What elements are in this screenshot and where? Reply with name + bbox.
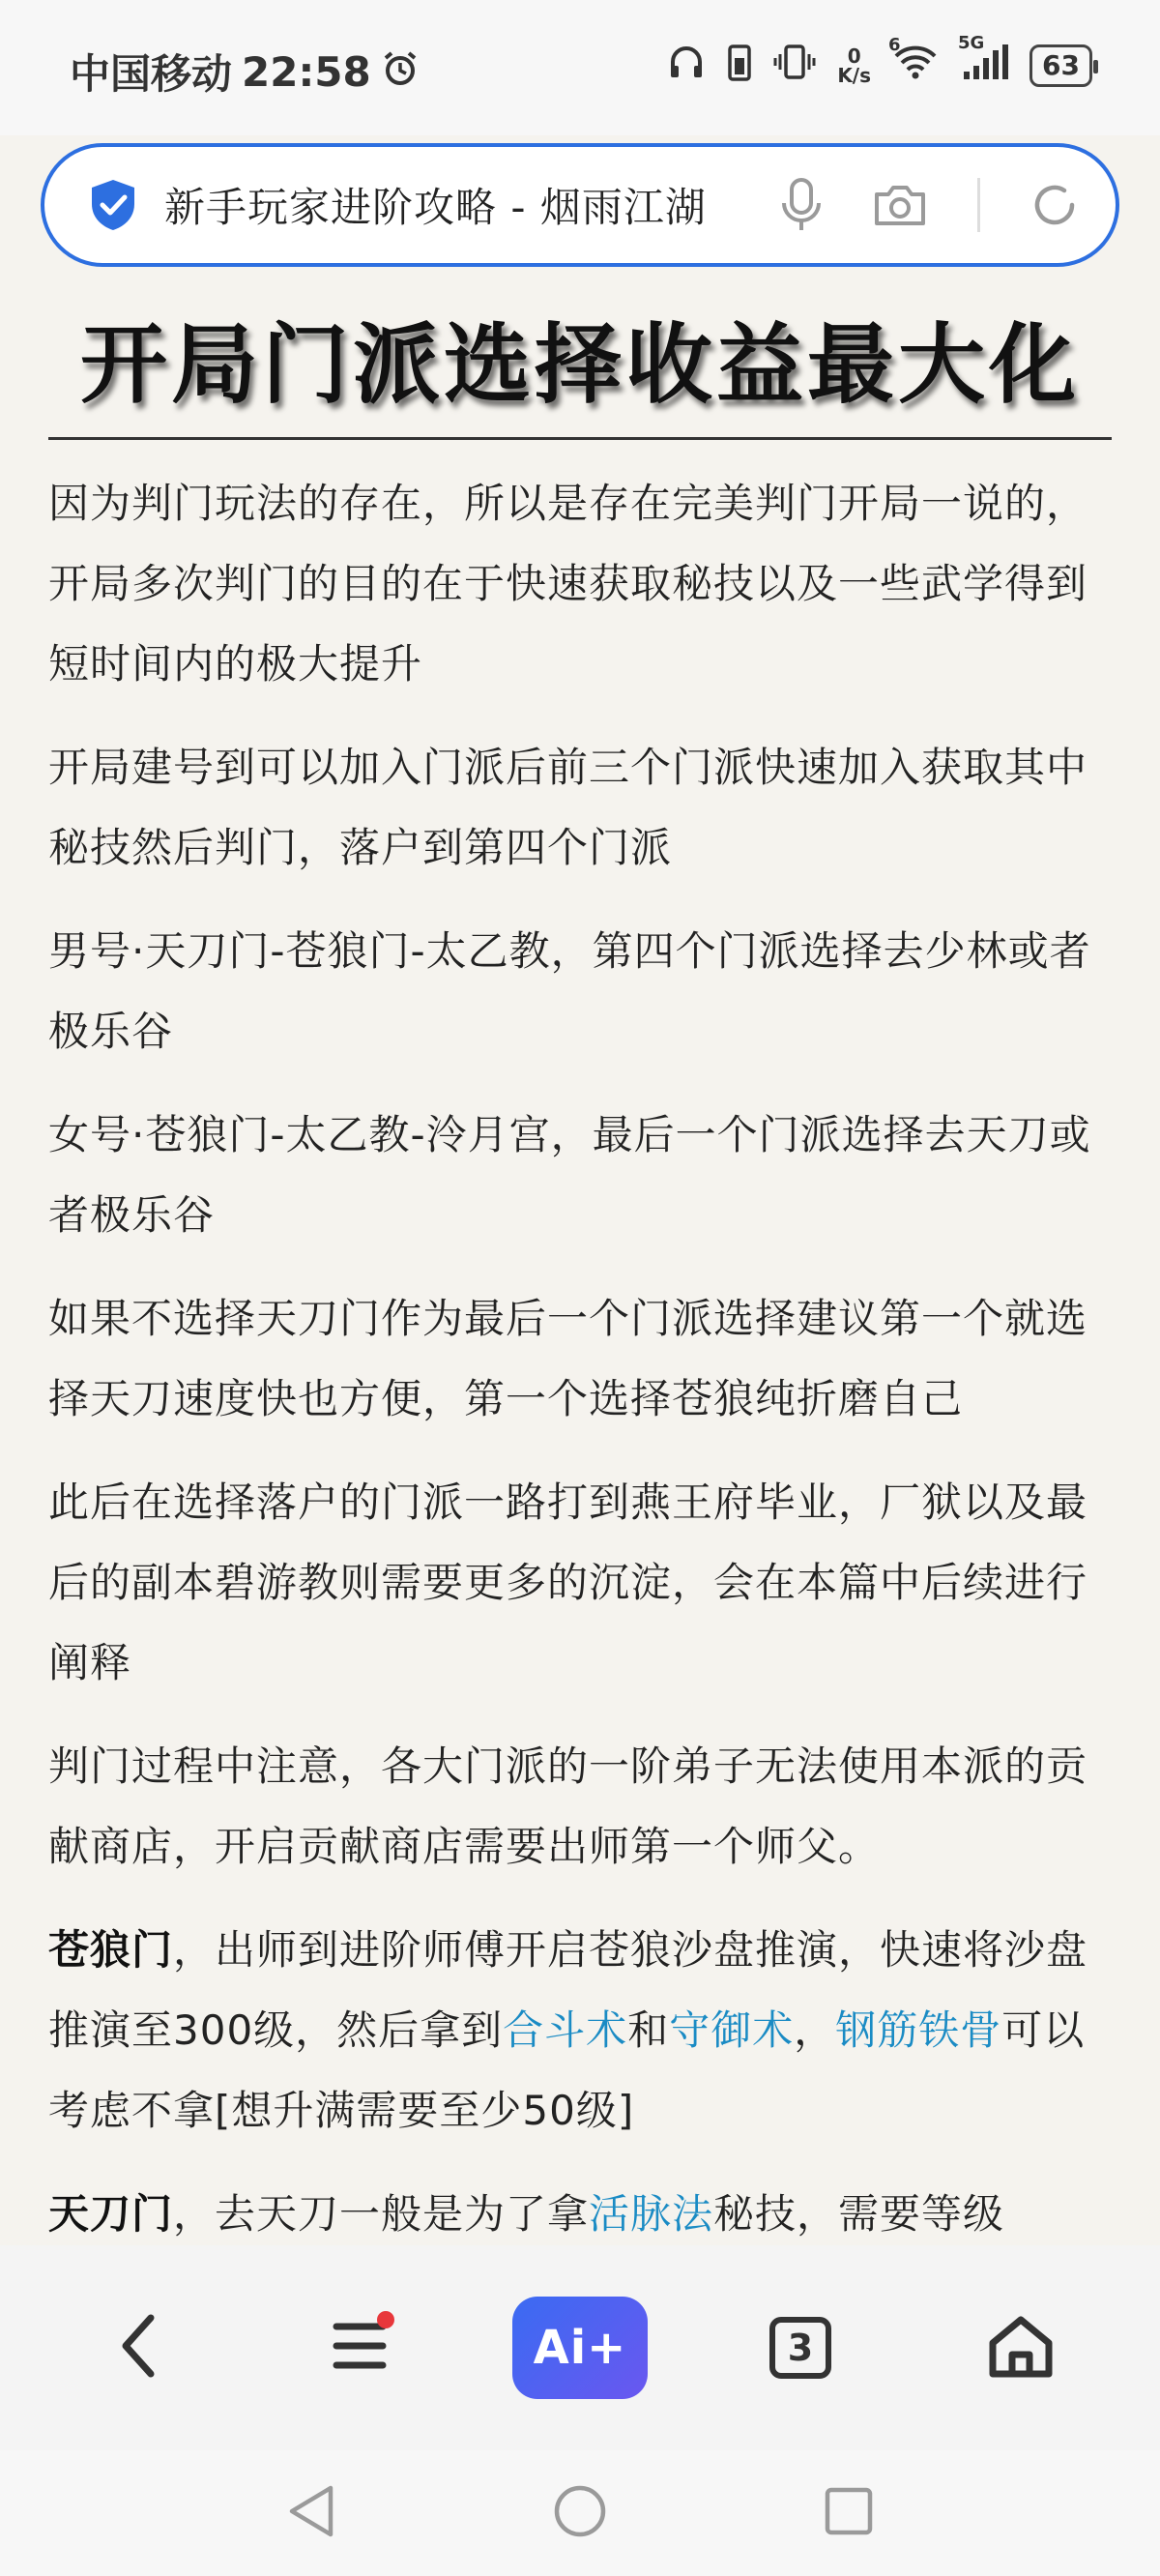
paragraph-canglang xyxy=(48,1910,1112,2151)
status-bar xyxy=(0,0,1160,135)
phone-battery-icon xyxy=(727,43,752,88)
battery-indicator: 63 xyxy=(1030,44,1092,87)
text-span: 秘技，需要等级 xyxy=(713,2190,1005,2238)
skill-link-gangjintiegu[interactable]: 钢筋铁骨 xyxy=(835,2006,1002,2054)
address-bar-tools xyxy=(780,176,1081,234)
paragraph: 开局建号到可以加入门派后前三个门派快速加入获取其中秘技然后判门，落户到第四个门派 xyxy=(48,744,1088,871)
paragraph: 此后在选择落户的门派一路打到燕王府毕业，厂狱以及最后的副本碧游教则需要更多的沉淀，会在本篇中后续进行阐释 xyxy=(48,1478,1088,1686)
ai-label: Ai+ xyxy=(512,2297,648,2399)
address-bar[interactable] xyxy=(41,143,1119,267)
net-speed: 0 K/s xyxy=(837,44,872,87)
camera-icon[interactable] xyxy=(871,181,929,229)
text-span: 和 xyxy=(627,2006,670,2054)
carrier-label: 中国移动 xyxy=(70,50,233,98)
notification-dot xyxy=(377,2311,394,2328)
paragraph: 因为判门玩法的存在，所以是存在完美判门开局一说的，开局多次判门的目的在于快速获取秘技以及一些武学得到短时间内的极大提升 xyxy=(48,480,1088,688)
paragraph-tiandao xyxy=(48,2174,1112,2245)
skill-link-huomaifa[interactable]: 活脉法 xyxy=(589,2190,714,2238)
paragraph: 男号·天刀门-苍狼门-太乙教，第四个门派选择去少林或者极乐谷 xyxy=(48,927,1091,1055)
text-span: 可以考虑不拿[想升满需要至少50级] xyxy=(48,2006,1086,2134)
article-headline: 开局门派选择收益最大化 xyxy=(80,314,1080,416)
text-span: ， xyxy=(794,2006,836,2054)
refresh-icon[interactable] xyxy=(1029,179,1081,231)
cell-signal-icon: 5G xyxy=(960,43,1008,88)
menu-icon xyxy=(331,2319,389,2377)
article-content xyxy=(0,273,1160,2245)
browser-toolbar xyxy=(0,2245,1160,2450)
headphones-icon xyxy=(667,43,706,88)
home-button[interactable] xyxy=(953,2280,1088,2415)
status-right xyxy=(667,33,1092,88)
shield-check-icon xyxy=(87,177,139,233)
text-span: ，出师到进阶师傅开启苍狼沙盘推演，快速将沙盘推演至300级，然后拿到 xyxy=(48,1926,1088,2054)
page-title-in-address-bar[interactable]: 新手玩家进阶攻略 - 烟雨江湖 xyxy=(164,184,707,231)
back-button[interactable] xyxy=(72,2280,207,2415)
nav-back-icon[interactable] xyxy=(284,2482,338,2544)
status-left xyxy=(70,43,420,101)
menu-button[interactable] xyxy=(292,2280,427,2415)
paragraph: 女号·苍狼门-太乙教-泠月宫，最后一个门派选择去天刀或者极乐谷 xyxy=(48,1111,1091,1239)
toolbar-divider xyxy=(977,178,980,232)
tab-count: 3 xyxy=(769,2317,831,2379)
sect-name-bold: 天刀门 xyxy=(48,2190,174,2238)
wifi-icon: 6 xyxy=(892,43,939,88)
skill-link-shouyushu[interactable]: 守御术 xyxy=(669,2006,795,2054)
nav-home-icon[interactable] xyxy=(551,2482,609,2544)
home-icon xyxy=(985,2312,1057,2384)
skill-link-hedoushu[interactable]: 合斗术 xyxy=(503,2006,628,2054)
alarm-icon xyxy=(381,49,420,95)
system-navigation-bar xyxy=(0,2450,1160,2576)
text-span: ，去天刀一般是为了拿 xyxy=(173,2190,590,2238)
tabs-button[interactable] xyxy=(733,2280,868,2415)
sect-name-bold: 苍狼门 xyxy=(48,1926,174,1974)
headline-divider xyxy=(48,437,1112,440)
back-chevron-icon xyxy=(118,2312,160,2384)
microphone-icon[interactable] xyxy=(780,176,823,234)
paragraph: 判门过程中注意，各大门派的一阶弟子无法使用本派的贡献商店，开启贡献商店需要出师第一个师父。 xyxy=(48,1742,1088,1870)
nav-recents-icon[interactable] xyxy=(822,2484,876,2542)
paragraph: 如果不选择天刀门作为最后一个门派选择建议第一个就选择天刀速度快也方便，第一个选择苍狼纯折磨自己 xyxy=(48,1295,1088,1422)
clock: 22:58 xyxy=(242,47,371,96)
vibrate-icon xyxy=(773,43,816,88)
ai-assistant-button[interactable] xyxy=(512,2280,648,2415)
